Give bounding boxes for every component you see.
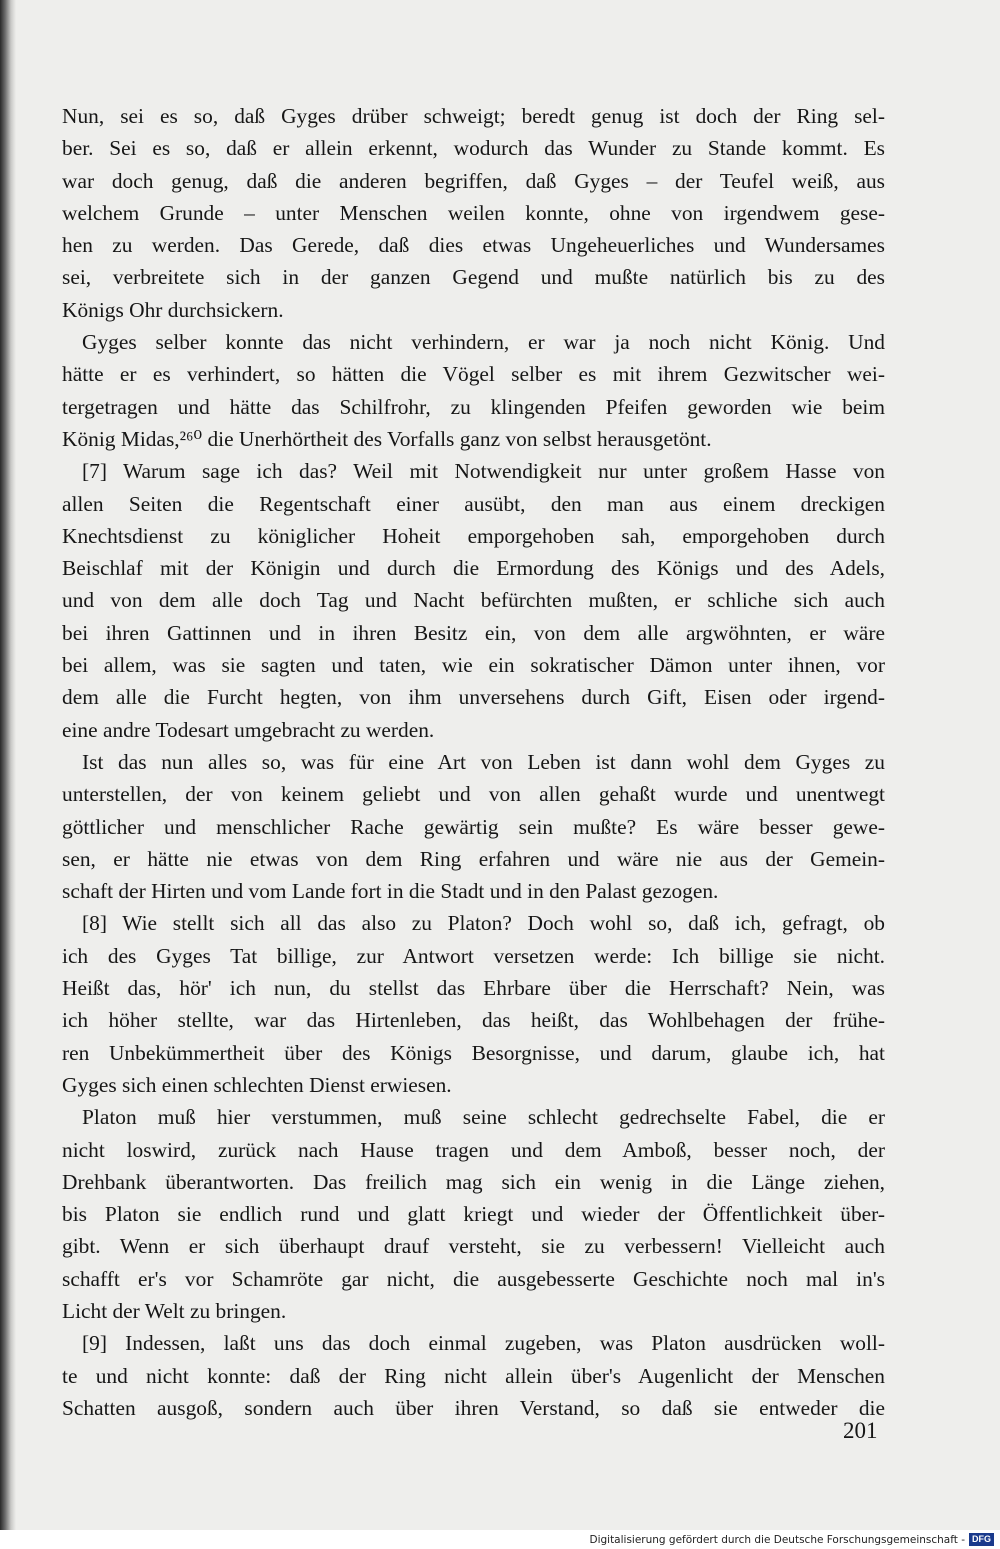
- body-text: [62, 100, 885, 1424]
- paragraph: [62, 907, 885, 1101]
- text-line: [7] Warum sage ich das? Weil mit Notwendigkeit nur unter großem Hasse von: [82, 459, 885, 484]
- paragraph: [62, 746, 885, 907]
- text-line: gibt. Wenn er sich überhaupt drauf versteht, sie zu verbessern! Vielleicht auch: [62, 1234, 885, 1259]
- text-line: hen zu werden. Das Gerede, daß dies etwas Ungeheuerliches und Wundersames: [62, 233, 885, 258]
- text-line: nicht loswird, zurück nach Hause tragen und dem Amboß, besser noch, der: [62, 1137, 885, 1162]
- text-line: Königs Ohr durchsickern.: [62, 297, 284, 322]
- digitization-footer: [589, 1533, 994, 1546]
- text-line: te und nicht konnte: daß der Ring nicht allein über's Augenlicht der Menschen: [62, 1363, 885, 1388]
- dfg-logo: DFG: [969, 1533, 994, 1546]
- text-line: Licht der Welt zu bringen.: [62, 1298, 287, 1323]
- text-line: sei, verbreitete sich in der ganzen Gegend und mußte natürlich bis zu des: [62, 265, 885, 290]
- text-line: Drehbank überantworten. Das freilich mag sich ein wenig in die Länge ziehen,: [62, 1169, 885, 1194]
- text-line: war doch genug, daß die anderen begriffen, daß Gyges – der Teufel weiß, aus: [62, 168, 885, 193]
- text-line: Platon muß hier verstummen, muß seine schlecht gedrechselte Fabel, die er: [82, 1105, 885, 1130]
- text-line: göttlicher und menschlicher Rache gewärtig sein mußte? Es wäre besser gewe-: [62, 814, 885, 839]
- text-line: bei ihren Gattinnen und in ihren Besitz ein, von dem alle argwöhnten, er wäre: [62, 620, 885, 645]
- page-number: 201: [843, 1418, 878, 1443]
- text-line: [8] Wie stellt sich all das also zu Platon? Doch wohl so, daß ich, gefragt, ob: [82, 911, 885, 936]
- text-line: schaft der Hirten und vom Lande fort in die Stadt und in den Palast gezogen.: [62, 879, 719, 904]
- text-line: Ist das nun alles so, was für eine Art von Leben ist dann wohl dem Gyges zu: [82, 749, 885, 774]
- text-line: Heißt das, hör' ich nun, du stellst das Ehrbare über die Herrschaft? Nein, was: [62, 976, 885, 1001]
- paragraph: [62, 326, 885, 455]
- paragraph: [62, 100, 885, 326]
- binding-shadow: [0, 0, 16, 1530]
- text-line: Nun, sei es so, daß Gyges drüber schweigt; beredt genug ist doch der Ring sel-: [62, 104, 885, 128]
- text-line: ber. Sei es so, daß er allein erkennt, wodurch das Wunder zu Stande kommt. Es: [62, 136, 885, 161]
- text-line: ich des Gyges Tat billige, zur Antwort versetzen werde: Ich billige sie nicht.: [62, 943, 885, 968]
- text-line: schafft er's vor Schamröte gar nicht, die ausgebesserte Geschichte noch mal in's: [62, 1266, 885, 1291]
- text-line: [9] Indessen, laßt uns das doch einmal zugeben, was Platon ausdrücken woll-: [82, 1331, 885, 1356]
- text-line: eine andre Todesart umgebracht zu werden.: [62, 717, 435, 742]
- text-line: ren Unbekümmertheit über des Königs Besorgnisse, und darum, glaube ich, hat: [62, 1040, 885, 1065]
- text-line: Gyges selber konnte das nicht verhindern, er war ja noch nicht König. Und: [82, 330, 885, 355]
- text-line: und von dem alle doch Tag und Nacht befürchten mußten, er schliche sich auch: [62, 588, 885, 613]
- text-line: dem alle die Furcht hegten, von ihm unversehens durch Gift, Eisen oder irgend-: [62, 685, 885, 710]
- text-line: allen Seiten die Regentschaft einer ausübt, den man aus einem dreckigen: [62, 491, 885, 516]
- paragraph: [62, 1101, 885, 1327]
- text-line: welchem Grunde – unter Menschen weilen konnte, ohne von irgendwem gese-: [62, 200, 885, 225]
- text-line: bei allem, was sie sagten und taten, wie ein sokratischer Dämon unter ihnen, vor: [62, 653, 885, 678]
- text-line: Knechtsdienst zu königlicher Hoheit emporgehoben sah, emporgehoben durch: [62, 523, 885, 548]
- text-line: König Midas,²⁶⁰ die Unerhörtheit des Vorfalls ganz von selbst herausgetönt.: [62, 426, 712, 451]
- text-line: unterstellen, der von keinem geliebt und von allen gehaßt wurde und unentwegt: [62, 782, 885, 807]
- text-line: Schatten ausgoß, sondern auch über ihren Verstand, so daß sie entweder die: [62, 1395, 885, 1420]
- text-line: hätte er es verhindert, so hätten die Vögel selber es mit ihrem Gezwitscher wei-: [62, 362, 885, 387]
- text-line: Beischlaf mit der Königin und durch die Ermordung des Königs und des Adels,: [62, 556, 885, 581]
- paragraph: [62, 455, 885, 746]
- footer-text: Digitalisierung gefördert durch die Deutsche Forschungsgemeinschaft -: [589, 1533, 965, 1546]
- text-line: sen, er hätte nie etwas von dem Ring erfahren und wäre nie aus der Gemein-: [62, 846, 885, 871]
- text-line: ich höher stellte, war das Hirtenleben, das heißt, das Wohlbehagen der frühe-: [62, 1008, 885, 1033]
- paragraph: [62, 1327, 885, 1424]
- text-line: bis Platon sie endlich rund und glatt kriegt und wieder der Öffentlichkeit über-: [62, 1202, 885, 1227]
- text-line: Gyges sich einen schlechten Dienst erwiesen.: [62, 1072, 452, 1097]
- text-line: tergetragen und hätte das Schilfrohr, zu klingenden Pfeifen geworden wie beim: [62, 394, 885, 419]
